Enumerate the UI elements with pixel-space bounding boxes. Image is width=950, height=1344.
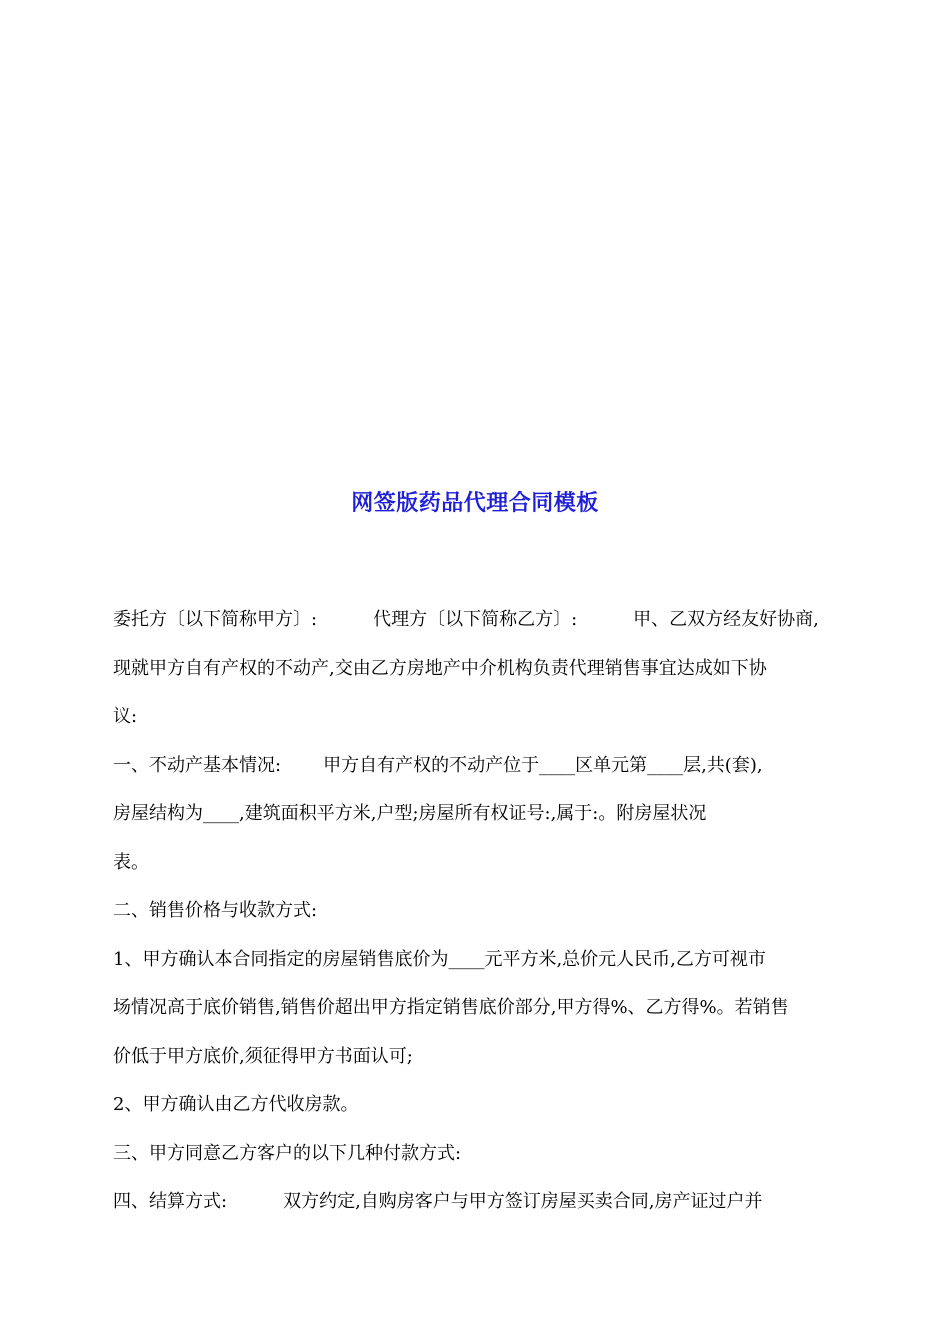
paragraph-line: 议: — [113, 706, 138, 727]
intro-text: 甲、乙双方经友好协商, — [633, 609, 819, 630]
section-three-heading: 三、甲方同意乙方客户的以下几种付款方式: — [113, 1142, 462, 1164]
section-two-heading: 二、销售价格与收款方式: — [113, 900, 318, 921]
paragraph-line: 1、甲方确认本合同指定的房屋销售底价为____元平方米,总价元人民币,乙方可视市 — [113, 948, 766, 970]
section-four-heading-line: 四、结算方式: 双方约定,自购房客户与甲方签订房屋买卖合同,房产证过户并 — [113, 1191, 763, 1212]
section-four-heading: 四、结算方式: — [113, 1191, 228, 1212]
paragraph-line-parties — [113, 602, 841, 651]
paragraph-line: 2、甲方确认由乙方代收房款。 — [113, 1094, 359, 1115]
paragraph-line: 现就甲方自有产权的不动产,交由乙方房地产中介机构负责代理销售事宜达成如下协 — [113, 657, 767, 679]
section-one-heading-line: 一、不动产基本情况: 甲方自有产权的不动产位于____区单元第____层,共(套), — [113, 754, 763, 776]
section-one-heading: 一、不动产基本情况: — [113, 754, 282, 776]
document-title: 网签版药品代理合同模板 — [351, 491, 599, 516]
agent-label: 代理方〔以下简称乙方〕: — [373, 609, 578, 630]
paragraph-line: 房屋结构为____,建筑面积平方米,户型;房屋所有权证号:,属于:。附房屋状况 — [113, 803, 707, 824]
paragraph-line: 表。 — [113, 851, 149, 873]
principal-label: 委托方〔以下简称甲方〕: — [113, 609, 318, 630]
paragraph-line: 价低于甲方底价,须征得甲方书面认可; — [113, 1045, 413, 1067]
paragraph-line: 场情况高于底价销售,销售价超出甲方指定销售底价部分,甲方得%、乙方得%。若销售 — [113, 997, 789, 1018]
document-body — [113, 602, 841, 1233]
